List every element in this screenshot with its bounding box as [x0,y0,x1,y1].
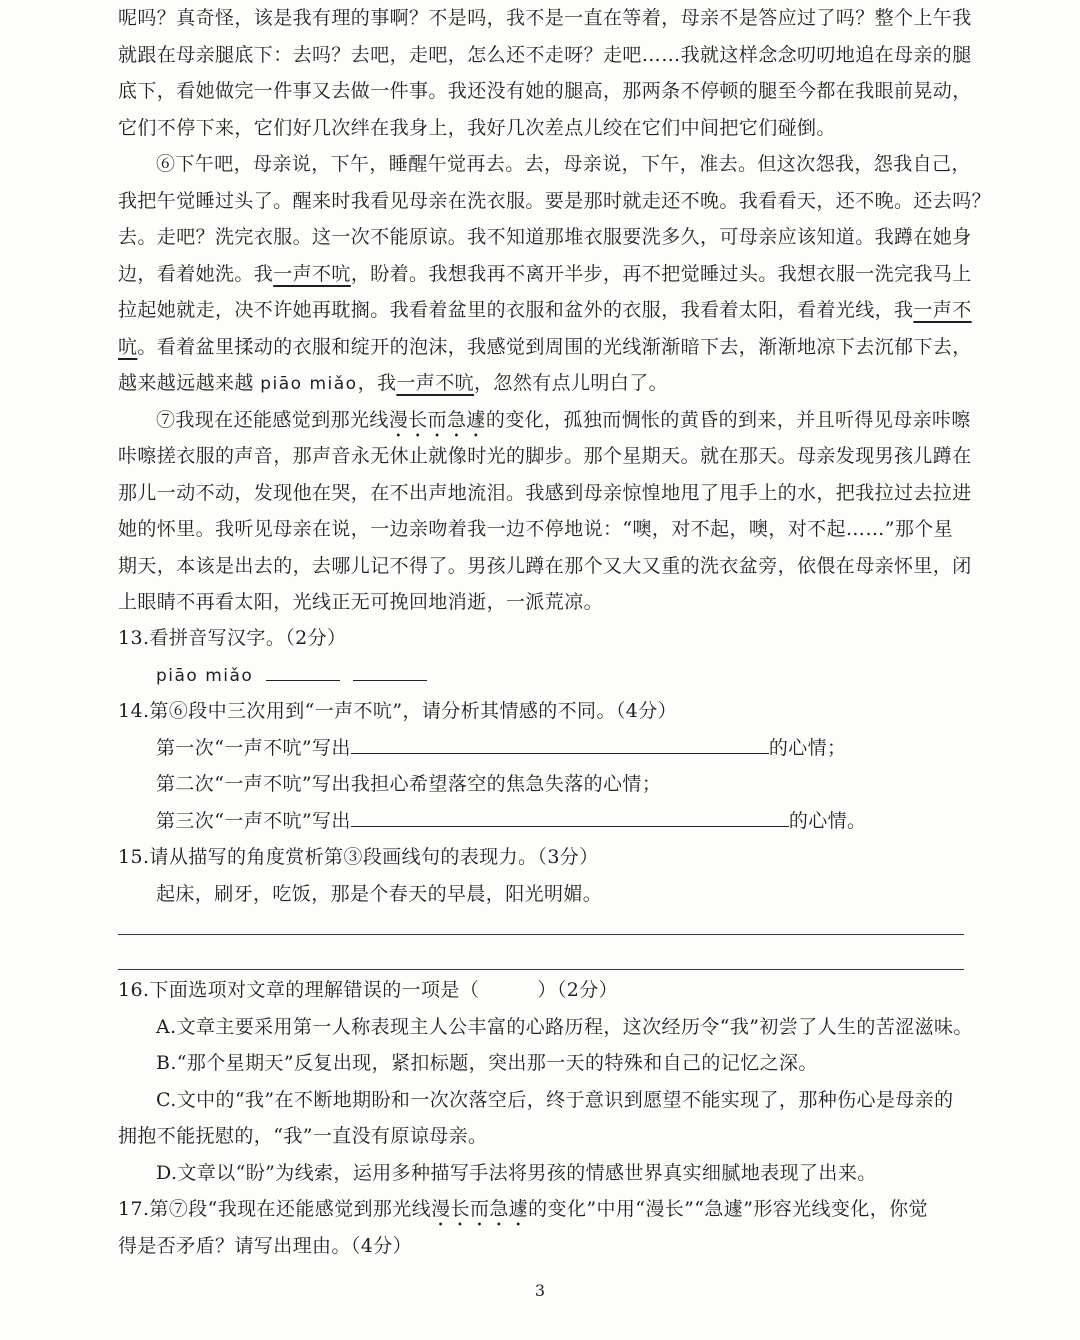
question-16-stem: 16.下面选项对文章的理解错误的一项是（ ）（2分） [118,979,619,1001]
passage-line: 咔嚓搓衣服的声音，那声音永无休止就像时光的脚步。那个星期天。就在那天。母亲发现男孩儿蹲在 [118,445,972,467]
dotted-phrase: 漫长而急遽 [431,1198,529,1220]
reading-passage [118,0,992,621]
option-c: C.文中的“我”在不断地期盼和一次次落空后，终于意识到愿望不能实现了，那种伤心是母亲的 [156,1088,954,1111]
text-span: 。看着盆里揉动的衣服和绽开的泡沫，我感觉到周围的光线渐渐暗下去，渐渐地凉下去沉郁下去， [137,335,972,358]
passage-line: 那儿一动不动，发现他在哭，在不出声地流泪。我感到母亲惊惶地甩了甩手上的水，把我拉过去拉进 [118,481,972,504]
question-15-stem: 15.请从描写的角度赏析第③段画线句的表现力。（3分） [118,846,599,868]
text-span: ，盼着。我想我再不离开半步，再不把觉睡过头。我想衣服一洗完我马上 [350,262,972,285]
answer-blank[interactable] [351,731,769,754]
passage-line: 它们不停下来，它们好几次绊在我身上，我好几次差点儿绞在它们中间把它们碰倒。 [118,116,836,139]
passage-line: 去。走吧？洗完衣服。这一次不能原谅。我不知道那堆衣服要洗多久，可母亲应该知道。我蹲在她身 [118,226,972,248]
question-13-stem: 13.看拼音写汉字。（2分） [118,627,347,649]
question-16 [118,972,973,1264]
pinyin-prompt: piāo miǎo [156,665,254,686]
passage-line: 期天，本该是出去的，去哪儿记不得了。男孩儿蹲在那个又大又重的洗衣盆旁，依偎在母亲怀里，闭 [118,554,972,577]
paragraph-6-start: ⑥下午吧，母亲说，下午，睡醒午觉再去。去，母亲说，下午，准去。但这次怨我，怨我自己， [156,153,971,175]
passage-line [118,256,972,293]
question-14-first [118,730,964,767]
option-a: A.文章主要采用第一人称表现主人公丰富的心路历程，这次经历令“我”初尝了人生的苦涩滋味。 [156,1015,973,1038]
question-14-stem: 14.第⑥段中三次用到“一声不吭”，请分析其情感的不同。（4分） [118,700,678,722]
page-number: 3 [534,1281,546,1300]
answer-blank[interactable] [351,804,789,827]
question-15-quote: 起床，刷牙，吃饭，那是个春天的早晨，阳光明媚。 [156,882,603,905]
answer-line[interactable] [118,934,964,935]
question-17-line1 [118,1191,964,1228]
passage-line: 底下，看她做完一件事又去做一件事。我还没有她的腿高，那两条不停顿的腿至今都在我眼前晃动， [118,80,972,102]
paragraph-7-start [118,402,971,439]
question-14-third [118,803,964,840]
text-span: 越来越远越来越 [118,372,261,394]
passage-line: 我把午觉睡过头了。醒来时我看见母亲在洗衣服。要是那时就走还不晚。我看看天，还不晚。还去吗？ [118,189,992,212]
answer-blank[interactable] [353,658,427,681]
passage-line: 她的怀里。我听见母亲在说，一边亲吻着我一边不停地说：“噢，对不起，噢，对不起……”那个星 [118,518,954,540]
underlined-phrase: 一声不吭 [273,262,351,285]
passage-line: 就跟在母亲腿底下：去吗？去吧，走吧，怎么还不走呀？走吧……我就这样念念叨叨地追在母亲的腿 [118,43,972,66]
question-14-second: 第二次“一声不吭”写出我担心希望落空的焦急失落的心情； [156,773,662,795]
underlined-phrase: 一声不 [913,299,972,321]
passage-line [118,365,964,402]
text-span: 第一次“一声不吭”写出 [156,736,351,759]
text-span: 第三次“一声不吭”写出 [156,809,351,832]
passage-line: 上眼睛不再看太阳，光线正无可挽回地消逝，一派荒凉。 [118,591,604,613]
text-span: 的心情。 [788,809,867,832]
text-span: 的变化”中用“漫长”“急遽”形容光线变化，你觉 [528,1198,928,1220]
option-b: B.“那个星期天”反复出现，紧扣标题，突出那一天的特殊和自己的记忆之深。 [156,1052,818,1074]
passage-line [118,292,972,329]
text-span: 的变化，孤独而惆怅的黄昏的到来，并且听得见母亲咔嚓 [485,408,971,431]
questions [118,620,964,912]
question-17-line2: 得是否矛盾？请写出理由。（4分） [118,1234,412,1257]
answer-line[interactable] [118,969,964,970]
dotted-phrase: 漫长而急遽 [388,408,486,431]
text-span: ⑦我现在还能感觉到那光线 [156,408,389,431]
answer-blank[interactable] [266,658,340,681]
pinyin-text: piāo miǎo [260,374,358,394]
passage-line: 呢吗？真奇怪，该是我有理的事啊？不是吗，我不是一直在等着，母亲不是答应过了吗？整个上午我 [118,7,972,29]
text-span: 的心情； [768,736,847,759]
text-span: 17.第⑦段“我现在还能感觉到那光线 [118,1198,432,1220]
text-span: ，忽然有点儿明白了。 [474,372,669,394]
text-span: 边，看着她洗。我 [118,262,274,285]
underlined-phrase: 一声不吭 [396,372,475,394]
question-13-answer [118,657,964,694]
option-c-continued: 拥抱不能抚慰的，“我”一直没有原谅母亲。 [118,1125,488,1147]
text-span: ，我 [357,372,397,394]
underlined-phrase: 吭 [118,335,138,358]
option-d: D.文章以“盼”为线索，运用多种描写手法将男孩的情感世界真实细腻地表现了出来。 [156,1161,877,1184]
text-span: 拉起她就走，决不许她再耽搁。我看着盆里的衣服和盆外的衣服，我看着太阳，看着光线，我 [118,299,914,321]
passage-line [118,329,972,366]
